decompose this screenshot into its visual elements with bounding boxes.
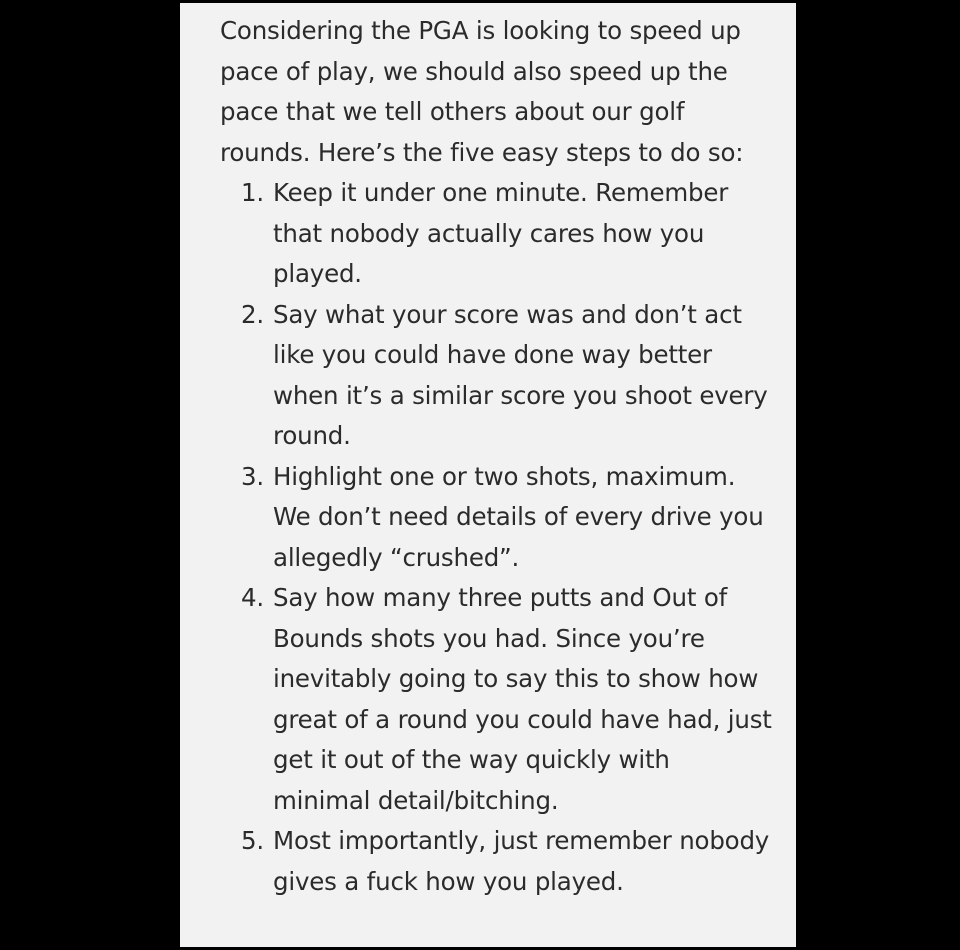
list-item bbox=[220, 295, 776, 457]
list-item bbox=[220, 173, 776, 295]
list-item bbox=[220, 821, 776, 902]
step-number: 4. bbox=[241, 583, 264, 612]
intro-paragraph: Considering the PGA is looking to speed up pace of play, we should also speed up the pace that we tell others about our golf rounds. Here’s the five easy steps to do so: bbox=[220, 16, 744, 167]
step-number: 3. bbox=[241, 461, 264, 491]
step-text: Say what your score was and don’t act like you could have done way better when it’s a similar score you shoot every round. bbox=[273, 299, 768, 450]
step-number: 5. bbox=[241, 826, 264, 855]
note-card bbox=[180, 3, 796, 947]
step-text: Say how many three putts and Out of Bounds shots you had. Since you’re inevitably going to say this to show how great of a round you could have had, just get it out of the way quickly with minimal detail/bitching. bbox=[273, 583, 772, 815]
step-number: 1. bbox=[241, 178, 264, 207]
step-text: Most importantly, just remember nobody gives a fuck how you played. bbox=[273, 826, 770, 896]
list-item bbox=[220, 457, 776, 579]
steps-list bbox=[220, 173, 776, 902]
step-text: Highlight one or two shots, maximum. We don’t need details of every drive you allegedly “crushed”. bbox=[273, 461, 764, 572]
step-text: Keep it under one minute. Remember that nobody actually cares how you played. bbox=[273, 178, 729, 288]
step-number: 2. bbox=[241, 299, 264, 329]
list-item bbox=[220, 578, 776, 821]
